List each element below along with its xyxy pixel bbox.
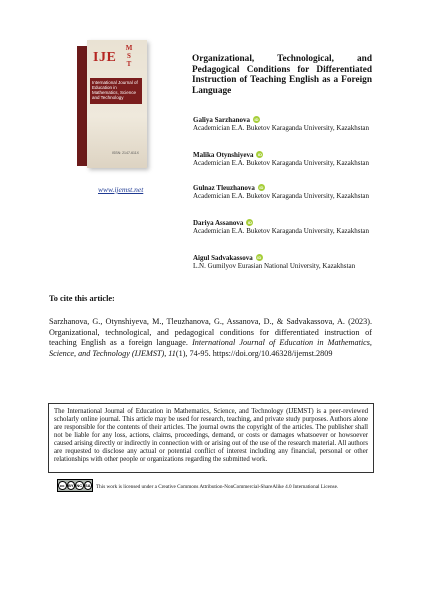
orcid-icon[interactable]: iD bbox=[257, 255, 262, 260]
author-name: Aigul Sadvakassova bbox=[193, 254, 253, 262]
cover-journal-abbr-vertical bbox=[125, 44, 135, 70]
orcid-icon[interactable]: iD bbox=[254, 117, 259, 122]
journal-website-link[interactable]: www.ijemst.net bbox=[98, 185, 144, 194]
cc-by-icon: BY bbox=[67, 483, 74, 488]
cover-journal-name: International Journal of Education in Mathematics, Science and Technology bbox=[90, 78, 142, 104]
author-block bbox=[193, 219, 378, 236]
cite-heading: To cite this article: bbox=[49, 294, 115, 303]
cc-nc-icon: NC bbox=[76, 483, 83, 488]
journal-cover-spine bbox=[77, 46, 87, 166]
author-name: Gulnaz Tleuzhanova bbox=[193, 184, 255, 192]
cc-icon: cc bbox=[58, 481, 67, 490]
cc-sa-icon: SA bbox=[84, 483, 91, 488]
author-affiliation: L.N. Gumilyov Eurasian National University, Kazakhstan bbox=[193, 262, 356, 271]
article-title: Organizational, Technological, and Pedagogical Conditions for Differentiated Instruction of Teaching English as a Foreign Language bbox=[192, 54, 372, 96]
author-name: Dariya Assanova bbox=[193, 219, 244, 227]
author-block bbox=[193, 116, 378, 133]
author-affiliation: Academician E.A. Buketov Karaganda University, Kazakhstan bbox=[193, 159, 370, 168]
author-block bbox=[193, 254, 378, 271]
author-block bbox=[193, 184, 378, 201]
citation-journal: International Journal of Education in Mathematics, Science, and Technology (IJEMST), 11 bbox=[49, 338, 372, 358]
license-text: This work is licensed under a Creative Commons Attribution-NonCommercial-ShareAlike 4.0 International License. bbox=[96, 484, 339, 490]
cover-mst-letters: MST bbox=[125, 44, 133, 68]
orcid-icon[interactable]: iD bbox=[259, 185, 264, 190]
disclaimer-box: The International Journal of Education in Mathematics, Science, and Technology (IJEMST) is a peer-reviewed scholarly online journal. This article may be used for research, teaching, and private study purposes. Authors alone are responsible for the contents of their articles. The journal owns the copyright of the articles. The publisher shall not be liable for any loss, actions, claims, proceedings, demand, or costs or damages whatsoever or howsoever caused arising directly or indirectly in connection with or arising out of the use of the research material. All authors are requested to disclose any actual or potential conflict of interest including any financial, personal or other relationships with other people or organizations regarding the submitted work. bbox=[48, 403, 374, 473]
orcid-icon[interactable]: iD bbox=[257, 152, 262, 157]
author-affiliation: Academician E.A. Buketov Karaganda University, Kazakhstan bbox=[193, 227, 370, 236]
citation-authors-title: Sarzhanova, G., Otynshiyeva, M., Tleuzhanova, G., Assanova, D., & Sadvakassova, A. (2023). Organizational, technological, and pedagogical conditions for differentiated instruction of teaching English as a foreign language. bbox=[49, 317, 372, 348]
cover-issn: ISSN: 2147-611X bbox=[112, 151, 139, 155]
author-affiliation: Academician E.A. Buketov Karaganda University, Kazakhstan bbox=[193, 192, 370, 201]
citation-text bbox=[49, 317, 372, 359]
orcid-icon[interactable]: iD bbox=[247, 220, 252, 225]
author-affiliation: Academician E.A. Buketov Karaganda University, Kazakhstan bbox=[193, 124, 370, 133]
cover-journal-abbr: IJE bbox=[93, 50, 117, 65]
author-block bbox=[193, 151, 378, 168]
author-name: Galiya Sarzhanova bbox=[193, 116, 250, 124]
author-name: Malika Otynshiyeva bbox=[193, 151, 254, 159]
citation-issue-doi: (1), 74-95. https://doi.org/10.46328/ijemst.2809 bbox=[175, 348, 333, 358]
cc-license-badge[interactable] bbox=[57, 479, 93, 492]
